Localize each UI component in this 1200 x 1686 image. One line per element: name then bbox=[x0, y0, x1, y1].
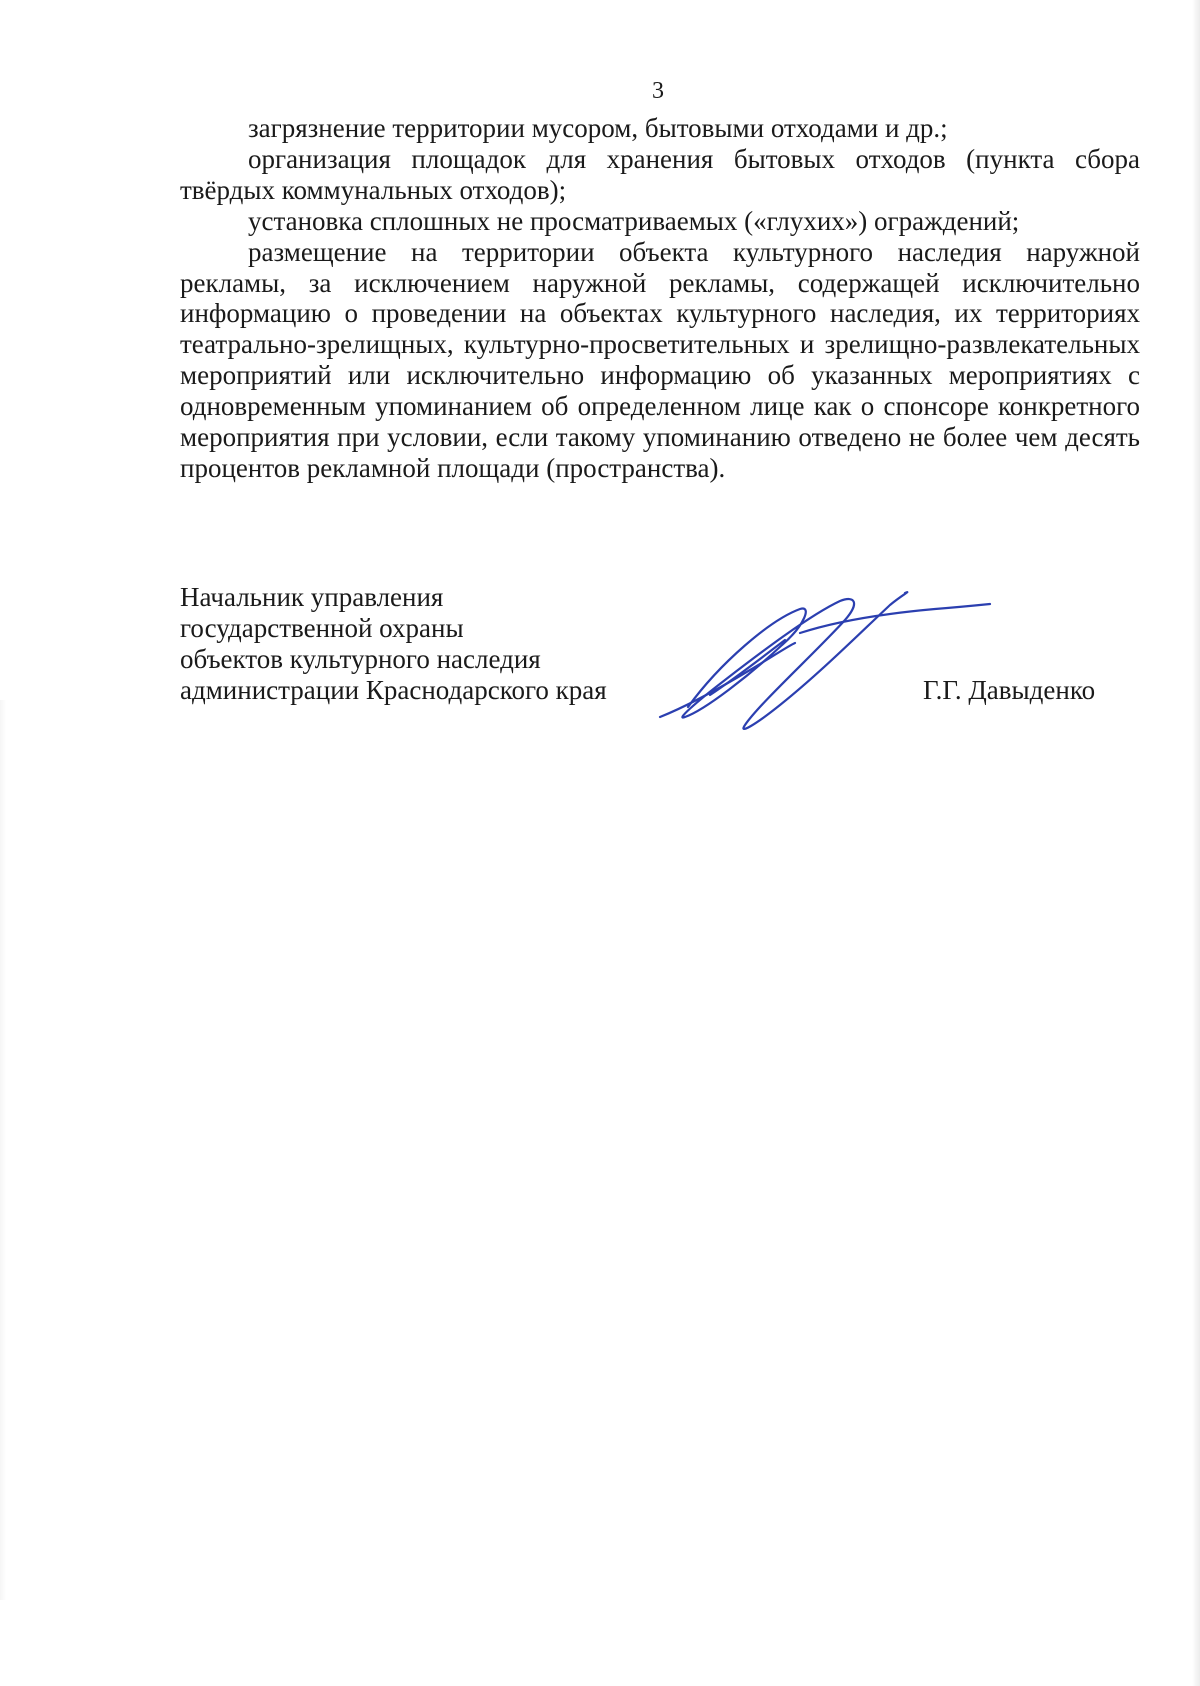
scan-shadow-right bbox=[1192, 0, 1200, 1686]
handwritten-signature bbox=[650, 585, 995, 735]
scan-shadow-left bbox=[0, 700, 6, 1600]
page-number: 3 bbox=[652, 78, 664, 104]
signatory-position-line: администрации Краснодарского края bbox=[180, 675, 607, 705]
body-text bbox=[180, 113, 1140, 484]
paragraph-pollution: загрязнение территории мусором, бытовыми отходами и др.; bbox=[248, 113, 948, 143]
signatory-name: Г.Г. Давыденко bbox=[923, 675, 1096, 705]
signatory-position-line: государственной охраны bbox=[180, 613, 464, 643]
paragraph-advertising: размещение на территории объекта культурного наследия наружной рекламы, за исключением наружной рекламы, содержащей исключительно информацию о проведении на объектах культурного наследия, их территориях театрально-зрелищных, культурно-просветительных и зрелищно-развлекательных мероприятий или исключительно информацию об указанных мероприятиях с одновременным упоминанием об определенном лице как о спонсоре конкретного мероприятия при условии, если такому упоминанию отведено не более чем десять процентов рекламной площади (пространства). bbox=[180, 236, 1140, 483]
paragraph-fences: установка сплошных не просматриваемых («глухих») ограждений; bbox=[248, 205, 1020, 236]
signatory-position-line: объектов культурного наследия bbox=[180, 644, 541, 674]
signatory-position bbox=[180, 582, 607, 706]
signatory-position-line: Начальник управления bbox=[180, 582, 444, 612]
paragraph-waste-sites: организация площадок для хранения бытовых отходов (пункта сбора твёрдых коммунальных отходов); bbox=[180, 143, 1140, 205]
